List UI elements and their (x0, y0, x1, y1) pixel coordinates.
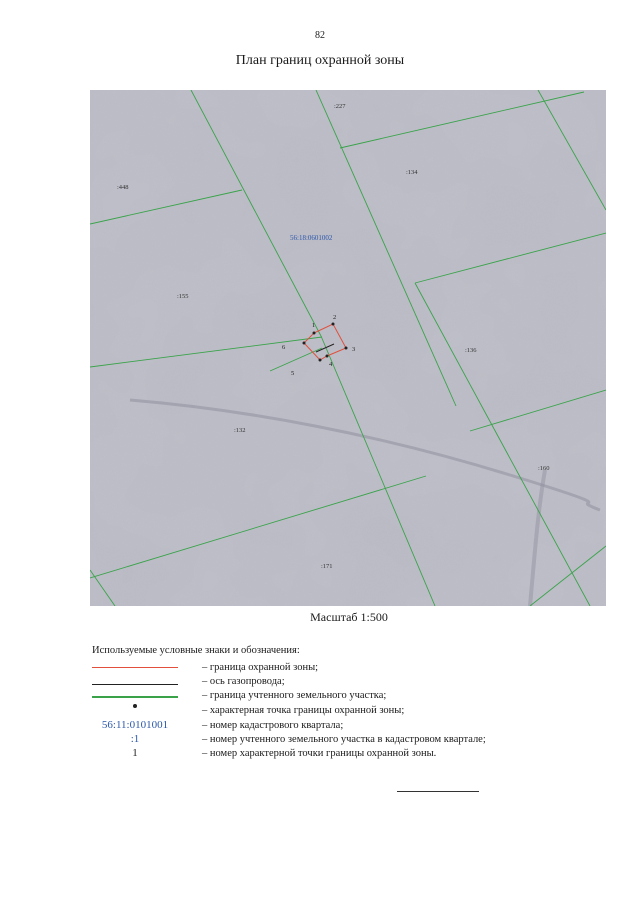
legend-text: – ось газопровода; (202, 675, 285, 687)
boundary-point (313, 332, 316, 335)
legend-symbol (92, 702, 202, 718)
legend-item-boundary-point (92, 702, 612, 718)
legend-text: – граница учтенного земельного участка; (202, 689, 387, 701)
legend-symbol (92, 660, 202, 674)
parcel-number-symbol: :1 (130, 733, 140, 745)
legend-heading: Используемые условные знаки и обозначения: (92, 645, 300, 656)
boundary-point (303, 342, 306, 345)
boundary-point (345, 347, 348, 350)
boundary-point-label: 3 (352, 346, 356, 353)
legend-symbol (92, 674, 202, 688)
signature-line (397, 791, 479, 792)
legend-item-zone-boundary (92, 660, 612, 674)
quarter-number: 56:18:0601002 (290, 234, 333, 242)
parcel-label: :448 (117, 184, 129, 191)
black-line-symbol (92, 684, 178, 685)
boundary-point-label: 2 (333, 314, 337, 321)
legend-item-point-number (92, 746, 612, 760)
dot-symbol (133, 704, 137, 708)
legend (92, 645, 612, 760)
map-texture-noise (90, 90, 606, 606)
legend-item-quarter-number (92, 718, 612, 732)
legend-text: – характерная точка границы охранной зоны; (202, 704, 405, 716)
legend-text: – номер характерной точки границы охранной зоны. (202, 747, 437, 759)
parcel-label: :227 (334, 103, 346, 110)
legend-symbol (92, 746, 202, 760)
parcel-label: :134 (406, 169, 418, 176)
legend-text: – номер кадастрового квартала; (202, 719, 344, 731)
legend-item-parcel-boundary (92, 688, 612, 702)
legend-symbol (92, 688, 202, 702)
parcel-label: :136 (465, 347, 477, 354)
boundary-point-label: 1 (312, 322, 316, 329)
cadastral-map (90, 90, 606, 606)
boundary-point (326, 355, 329, 358)
parcel-label: :155 (177, 293, 189, 300)
legend-text: – номер учтенного земельного участка в кадастровом квартале; (202, 733, 486, 745)
legend-symbol (92, 718, 202, 732)
boundary-point-label: 5 (291, 370, 295, 377)
boundary-point (319, 359, 322, 362)
map-scale: Масштаб 1:500 (310, 610, 388, 624)
green-line-symbol (92, 696, 178, 698)
point-number-symbol: 1 (132, 747, 138, 759)
legend-item-gas-axis (92, 674, 612, 688)
red-line-symbol (92, 667, 178, 668)
page-title: План границ охранной зоны (235, 53, 405, 68)
page-number: 82 (315, 30, 325, 41)
legend-item-parcel-number (92, 732, 612, 746)
boundary-point (332, 323, 335, 326)
map-svg (90, 90, 606, 606)
boundary-point-label: 4 (329, 361, 333, 368)
parcel-label: :160 (538, 465, 550, 472)
quarter-number-symbol: 56:11:0101001 (101, 719, 169, 731)
legend-symbol (92, 732, 202, 746)
boundary-point-label: 6 (282, 344, 286, 351)
legend-text: – граница охранной зоны; (202, 661, 319, 673)
parcel-label: :171 (321, 563, 333, 570)
parcel-label: :132 (234, 427, 246, 434)
